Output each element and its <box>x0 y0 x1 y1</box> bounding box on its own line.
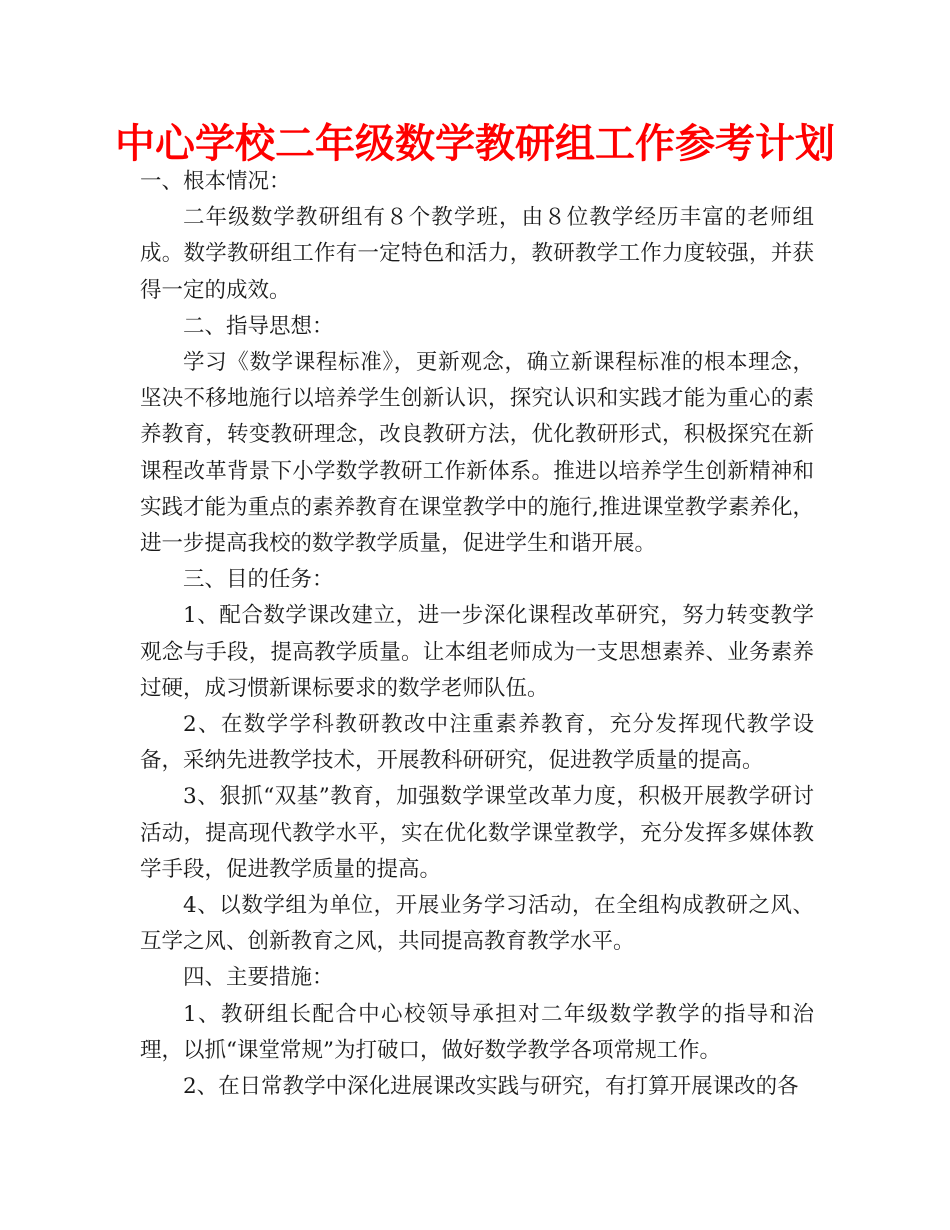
section-heading: 四、主要措施： <box>183 965 334 991</box>
paragraph: 4、以数学组为单位，开展业务学习活动，在全组构成教研之风、互学之风、创新教育之风，共同提高教育教学水平。 <box>140 893 814 955</box>
paragraph: 2、在数学学科教研教改中注重素养教育，充分发挥现代教学设备，采纳先进教学技术，开展教科研研究，促进教学质量的提高。 <box>140 712 814 774</box>
paragraph: 1、配合数学课改建立，进一步深化课程改革研究，努力转变教学观念与手段，提高教学质量。让本组老师成为一支思想素养、业务素养过硬，成习惯新课标要求的数学老师队伍。 <box>140 603 814 701</box>
paragraph: 2、在日常教学中深化进展课改实践与研究，有打算开展课改的各 <box>183 1074 799 1100</box>
paragraph: 1、教研组长配合中心校领导承担对二年级数学教学的指导和治理，以抓“课堂常规”为打破口，做好数学教学各项常规工作。 <box>140 1001 814 1063</box>
section-heading: 三、目的任务： <box>183 567 334 593</box>
section-heading: 二、指导思想： <box>183 313 334 339</box>
document-body <box>140 164 814 1105</box>
section-heading: 一、根本情况： <box>140 169 291 194</box>
paragraph: 3、狠抓“双基”教育，加强数学课堂改革力度，积极开展教学研讨活动，提高现代教学水平，实在优化数学课堂教学，充分发挥多媒体教学手段，促进教学质量的提高。 <box>140 784 814 882</box>
paragraph: 二年级数学教研组有８个教学班，由８位教学经历丰富的老师组成。数学教研组工作有一定特色和活力，教研教学工作力度较强，并获得一定的成效。 <box>140 205 814 303</box>
paragraph: 学习《数学课程标准》，更新观念，确立新课程标准的根本理念，坚决不移地施行以培养学生创新认识，探究认识和实践才能为重心的素养教育，转变教研理念，改良教研方法，优化教研形式，积极探究在新课程改革背景下小学数学教研工作新体系。推进以培养学生创新精神和实践才能为重点的素养教育在课堂教学中的施行,推进课堂教学素养化，进一步提高我校的数学教学质量，促进学生和谐开展。 <box>140 350 814 557</box>
document-title: 中心学校二年级数学教研组工作参考计划 <box>115 121 835 167</box>
